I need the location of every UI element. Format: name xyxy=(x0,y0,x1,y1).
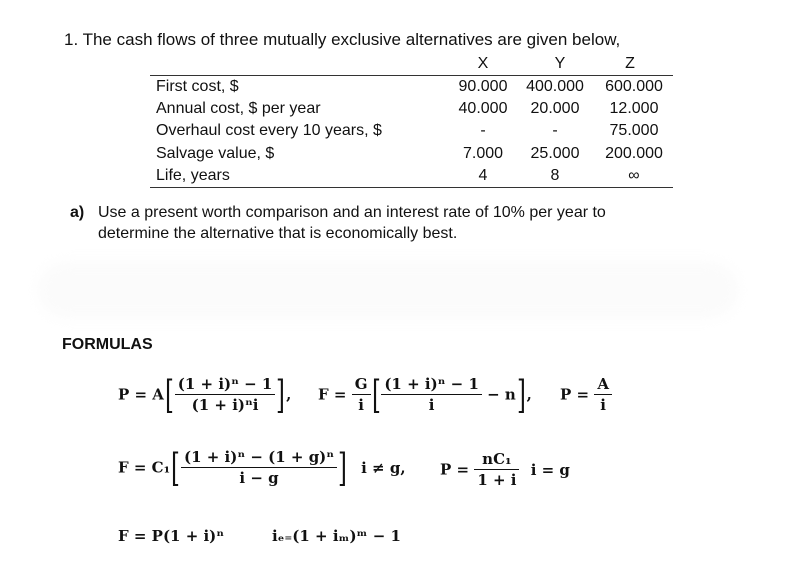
cell-first-cost-y: 400.000 xyxy=(526,78,584,95)
formula-geo-denominator: i − g xyxy=(239,469,279,487)
formula-geometric-future-worth xyxy=(118,445,406,490)
cell-overhaul-cost-y: - xyxy=(552,122,558,139)
part-a-line2: determine the alternative that is economically best. xyxy=(98,225,458,242)
cell-life-y: 8 xyxy=(550,167,560,184)
part-a-question xyxy=(70,202,710,244)
cell-life-x: 4 xyxy=(478,167,488,184)
row-label-overhaul-cost: Overhaul cost every 10 years, $ xyxy=(156,122,382,139)
question-title: 1. The cash flows of three mutually exclusive alternatives are given below, xyxy=(64,30,621,49)
column-header-y: Y xyxy=(554,55,566,72)
formula-perp-numerator: A xyxy=(594,375,612,395)
blurred-region xyxy=(38,262,738,318)
formula-fg-coefficient xyxy=(352,375,371,414)
row-label-annual-cost: Annual cost, $ per year xyxy=(156,100,321,117)
formula-fg-i: i xyxy=(358,396,364,414)
cell-first-cost-x: 90.000 xyxy=(458,78,508,95)
cell-annual-cost-z: 12.000 xyxy=(609,100,659,117)
formulas-heading: FORMULAS xyxy=(62,336,153,353)
formula-fg-denominator: i xyxy=(428,396,435,414)
formula-perp-denominator: i xyxy=(600,396,606,414)
table-bottom-rule xyxy=(150,187,673,188)
formula-perp-fraction xyxy=(594,375,612,414)
cell-overhaul-cost-z: 75.000 xyxy=(609,122,659,139)
column-header-z: Z xyxy=(625,55,635,72)
bracket-right: ] xyxy=(516,372,526,417)
formula-geo2-fraction xyxy=(474,450,519,489)
formula-geo2-condition: i = g xyxy=(530,460,570,479)
formula-fg-numerator: (1 + i)ⁿ − 1 xyxy=(381,375,482,395)
formula-geo-condition: i ≠ g, xyxy=(361,458,406,477)
formula-geometric-equal-rate xyxy=(440,450,570,489)
formula-geo2-numerator: nC₁ xyxy=(474,450,519,470)
formula-fg-tail: − n xyxy=(487,385,516,404)
formula-fg-g: G xyxy=(352,375,371,395)
formula-future-worth-single: F = P(1 + i)ⁿ xyxy=(118,527,225,545)
formula-effective-rate: iₑ₌(1 + iₘ)ᵐ − 1 xyxy=(272,527,401,545)
formula-pa-numerator: (1 + i)ⁿ − 1 xyxy=(175,375,276,395)
formula-pa-lhs: P = A xyxy=(118,385,164,404)
row-label-life: Life, years xyxy=(156,167,230,184)
bracket-left: [ xyxy=(164,372,174,417)
cell-salvage-value-x: 7.000 xyxy=(462,145,504,162)
formula-fg-lhs: F = xyxy=(318,385,347,404)
cell-salvage-value-y: 25.000 xyxy=(530,145,580,162)
formula-fg-fraction xyxy=(381,375,482,414)
bracket-left: [ xyxy=(171,445,181,490)
formula-geo-numerator: (1 + i)ⁿ − (1 + g)ⁿ xyxy=(181,448,337,468)
formula-pa-denominator: (1 + i)ⁿi xyxy=(191,396,259,414)
formula-perpetuity xyxy=(560,375,612,414)
row-label-first-cost: First cost, $ xyxy=(156,78,239,95)
formula-pa-fraction xyxy=(175,375,276,414)
formula-geo-fraction xyxy=(181,448,337,487)
cell-annual-cost-y: 20.000 xyxy=(530,100,580,117)
formula-geo-lhs: F = C₁ xyxy=(118,458,171,477)
cell-first-cost-z: 600.000 xyxy=(605,78,663,95)
formula-gradient-future-worth xyxy=(318,372,532,417)
table-top-rule xyxy=(150,75,673,76)
cell-life-z: ∞ xyxy=(628,167,640,184)
cell-salvage-value-z: 200.000 xyxy=(605,145,663,162)
formula-annuity-present-worth xyxy=(118,372,292,417)
formula-geo2-lhs: P = xyxy=(440,460,470,479)
cell-overhaul-cost-x: - xyxy=(480,122,486,139)
formula-perp-lhs: P = xyxy=(560,385,590,404)
cell-annual-cost-x: 40.000 xyxy=(458,100,508,117)
bracket-left: [ xyxy=(371,372,381,417)
part-a-label: a) xyxy=(70,204,85,221)
column-header-x: X xyxy=(477,55,489,72)
part-a-line1: Use a present worth comparison and an interest rate of 10% per year to xyxy=(98,204,606,221)
formula-geo2-denominator: 1 + i xyxy=(477,471,517,489)
formula-comma: , xyxy=(526,385,532,404)
bracket-right: ] xyxy=(276,372,286,417)
bracket-right: ] xyxy=(338,445,347,490)
row-label-salvage-value: Salvage value, $ xyxy=(156,145,275,162)
formula-comma: , xyxy=(286,385,292,404)
